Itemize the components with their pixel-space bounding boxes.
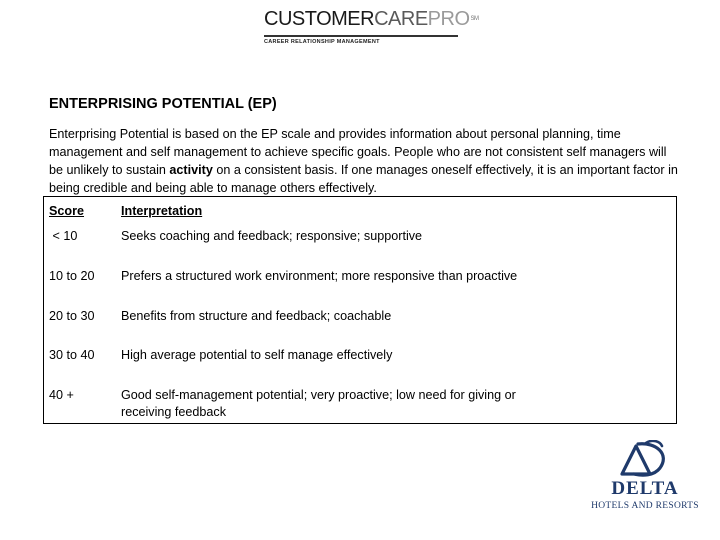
score-range: < 10 <box>49 229 78 243</box>
delta-name: DELTA <box>611 478 679 499</box>
score-range: 10 to 20 <box>49 269 95 283</box>
delta-subtitle: HOTELS AND RESORTS <box>591 501 699 511</box>
delta-hotels-logo <box>590 440 700 520</box>
score-interpretation-table <box>43 196 677 424</box>
logo-part-customer: CUSTOMER <box>264 8 375 30</box>
score-range: 30 to 40 <box>49 348 95 362</box>
intro-text-bold: activity <box>169 163 213 177</box>
score-range: 40 + <box>49 388 74 402</box>
customercarepro-logo <box>264 8 479 48</box>
logo-divider <box>264 35 458 37</box>
intro-text-start: Enterprising Potential is based on the EP scale and provides information about personal planning, time management and self management to achieve specific goals. People who are not consistent self managers will be unlikely to sustain <box>49 127 667 177</box>
interpretation-text: High average potential to self manage effectively <box>121 348 393 362</box>
score-range: 20 to 30 <box>49 309 95 323</box>
logo-tagline: CAREER RELATIONSHIP MANAGEMENT <box>264 39 380 45</box>
interpretation-text: Seeks coaching and feedback; responsive; supportive <box>121 229 423 243</box>
header-score: Score <box>49 204 85 218</box>
logo-wordmark <box>264 8 479 30</box>
intro-paragraph <box>49 125 679 197</box>
header-interpretation: Interpretation <box>121 204 203 218</box>
interpretation-text: Benefits from structure and feedback; coachable <box>121 309 392 323</box>
logo-part-care: CARE <box>374 8 428 30</box>
page-title: ENTERPRISING POTENTIAL (EP) <box>49 96 277 112</box>
interpretation-text: Good self-management potential; very proactive; low need for giving or receiving feedback <box>121 388 516 419</box>
logo-part-pro: PRO <box>427 8 470 30</box>
interpretation-text: Prefers a structured work environment; more responsive than proactive <box>121 269 518 283</box>
delta-d-icon <box>616 440 674 478</box>
intro-text-end: on a consistent basis. If one manages oneself effectively, it is an important factor in being credible and being able to manage others effectively. <box>49 163 678 195</box>
logo-trademark: SM <box>470 16 479 22</box>
